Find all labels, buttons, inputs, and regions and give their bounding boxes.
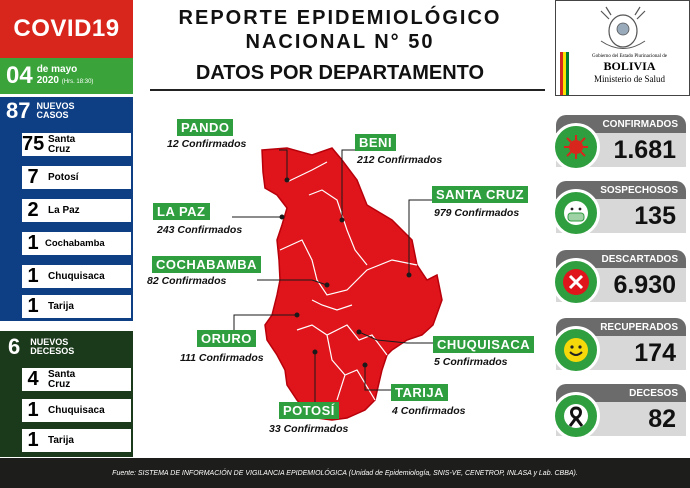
bolivia-map <box>137 100 547 450</box>
map-label-tarija: TARIJA <box>391 384 448 401</box>
stat-recovered <box>556 318 686 370</box>
logo-line-3: Ministerio de Salud <box>594 74 665 84</box>
map-confirmed-pando: 12 Confirmados <box>167 138 247 150</box>
map-confirmed-la-paz: 243 Confirmados <box>157 224 243 236</box>
stat-confirmed <box>556 115 686 167</box>
case-count: 2 <box>27 199 39 221</box>
map-confirmed-oruro: 111 Confirmados <box>180 352 264 364</box>
list-item <box>20 427 133 454</box>
case-count: 75 <box>22 133 45 155</box>
map-confirmed-cochabamba: 82 Confirmados <box>147 275 227 287</box>
stat-label: RECUPERADOS <box>556 318 686 336</box>
list-item <box>20 131 133 158</box>
map-confirmed-beni: 212 Confirmados <box>357 154 443 166</box>
stat-label: SOSPECHOSOS <box>556 181 686 199</box>
report-date <box>0 58 133 94</box>
smile-icon <box>552 326 600 374</box>
map-label-beni: BENI <box>355 134 396 151</box>
mourning-ribbon-icon <box>552 392 600 440</box>
map-confirmed-tarija: 4 Confirmados <box>392 405 466 417</box>
date-hour: (Hrs. 18:30) <box>61 79 94 85</box>
list-item <box>20 164 133 191</box>
stat-body <box>556 199 686 233</box>
stat-body <box>556 133 686 167</box>
new-deaths-label-1: NUEVOS <box>30 337 69 347</box>
stat-value: 174 <box>634 338 676 367</box>
stat-body <box>556 336 686 370</box>
case-count: 7 <box>27 166 39 188</box>
footer-source: Fuente: SISTEMA DE INFORMACIÓN DE VIGILANCIA EPIDEMIOLÓGICA (Unidad de Epidemiología, SNIS-VE, CENETROP, INLASA y Lab. CBBA). <box>0 458 690 488</box>
map-label-oruro: ORURO <box>197 330 256 347</box>
case-department: La Paz <box>48 204 80 216</box>
title-line-2: NACIONAL N° 50 <box>245 31 435 53</box>
stat-label: DESCARTADOS <box>556 250 686 268</box>
map-label-la-paz: LA PAZ <box>153 203 210 220</box>
new-cases-total: 87 <box>6 98 31 123</box>
date-year: 2020 <box>36 75 59 86</box>
map-label-potosi: POTOSÍ <box>279 402 339 419</box>
stat-discarded <box>556 250 686 302</box>
case-count: 1 <box>27 295 39 317</box>
list-item <box>20 263 133 290</box>
death-department: Tarija <box>48 434 74 446</box>
title-divider <box>150 89 545 91</box>
logo-line-1: Gobierno del Estado Plurinacional de <box>592 54 667 59</box>
death-department: Santa Cruz <box>48 368 76 390</box>
page-title <box>140 6 540 54</box>
map-label-chuquisaca: CHUQUISACA <box>433 336 534 353</box>
virus-icon <box>552 123 600 171</box>
case-department: Chuquisaca <box>48 270 105 282</box>
case-department: Cochabamba <box>45 237 105 249</box>
map-label-cochabamba: COCHABAMBA <box>152 256 261 273</box>
stat-value: 135 <box>634 201 676 230</box>
new-deaths-label <box>30 338 74 356</box>
list-item <box>20 230 133 257</box>
map-label-santa-cruz: SANTA CRUZ <box>432 186 528 203</box>
stat-body <box>556 268 686 302</box>
ministry-logo <box>555 0 690 96</box>
stat-deaths <box>556 384 686 436</box>
case-department: Potosí <box>48 171 79 183</box>
new-cases-label-2: CASOS <box>36 110 69 120</box>
new-deaths-total: 6 <box>8 334 21 359</box>
death-department: Chuquisaca <box>48 404 105 416</box>
date-day: 04 <box>6 62 33 89</box>
stat-body <box>556 402 686 436</box>
stat-value: 82 <box>648 404 676 433</box>
map-confirmed-chuquisaca: 5 Confirmados <box>434 356 508 368</box>
stat-suspected <box>556 181 686 233</box>
case-count: 1 <box>27 232 39 254</box>
stat-label: DECESOS <box>556 384 686 402</box>
stat-label: CONFIRMADOS <box>556 115 686 133</box>
stat-value: 1.681 <box>613 135 676 164</box>
new-cases-label-1: NUEVOS <box>36 101 75 111</box>
date-month-block <box>37 64 94 88</box>
case-department: Tarija <box>48 300 74 312</box>
death-count: 1 <box>27 429 39 451</box>
list-item <box>20 293 133 320</box>
page-subtitle: DATOS POR DEPARTAMENTO <box>195 62 485 84</box>
face-mask-icon <box>552 189 600 237</box>
stat-value: 6.930 <box>613 270 676 299</box>
new-deaths-label-2: DECESOS <box>30 346 75 356</box>
x-circle-icon <box>552 258 600 306</box>
title-line-1: REPORTE EPIDEMIOLÓGICO <box>178 7 502 29</box>
list-item <box>20 366 133 393</box>
covid-badge: COVID19 <box>0 0 133 58</box>
logo-line-2: BOLIVIA <box>603 59 656 73</box>
death-count: 1 <box>27 399 39 421</box>
case-department: Santa Cruz <box>48 133 76 155</box>
list-item <box>20 197 133 224</box>
case-count: 1 <box>27 265 39 287</box>
map-confirmed-potosi: 33 Confirmados <box>269 423 349 435</box>
map-label-pando: PANDO <box>177 119 233 136</box>
new-cases-label <box>36 102 74 120</box>
death-count: 4 <box>27 368 39 390</box>
list-item <box>20 397 133 424</box>
date-month: de mayo <box>36 64 78 75</box>
map-confirmed-santa-cruz: 979 Confirmados <box>434 207 520 219</box>
